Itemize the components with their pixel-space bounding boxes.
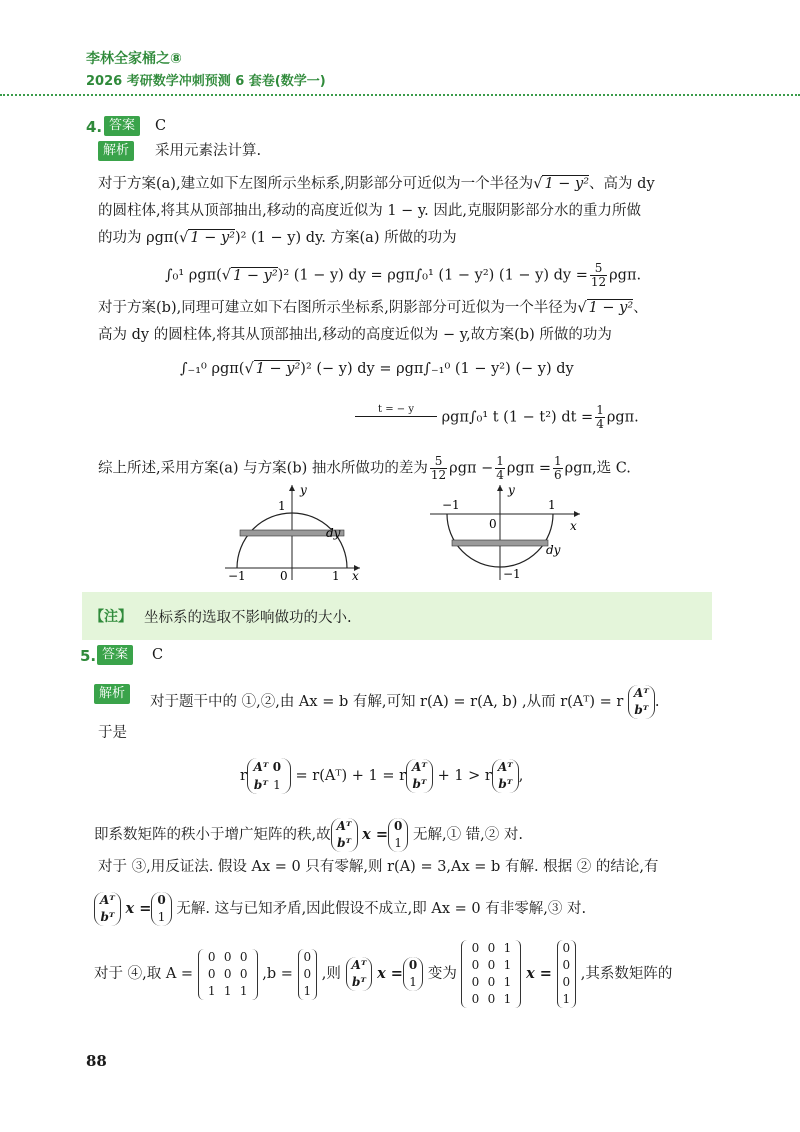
q5-answer-badge: 答案 — [97, 645, 133, 665]
row — [204, 983, 252, 1000]
q4-answer-badge: 答案 — [104, 116, 140, 136]
mat — [406, 759, 433, 793]
q4-analysis-badge: 解析 — [98, 141, 134, 161]
q5-number: 5. — [80, 647, 97, 665]
right-label: 1 — [548, 498, 556, 512]
mat — [628, 685, 655, 719]
vector-b — [298, 949, 318, 1000]
sqrt: 1 − y² — [190, 230, 235, 246]
q5-text-line: 于是 — [98, 725, 127, 741]
vector-rhs — [557, 940, 577, 1008]
text-span: 对于 ④,取 A = — [94, 966, 194, 982]
q5-answer: C — [152, 647, 164, 663]
text-span: 0 — [471, 941, 480, 955]
text-span: 0 — [562, 941, 571, 955]
q5-text-line — [94, 892, 586, 926]
text-span: 4 — [496, 468, 504, 482]
matrix-A — [198, 949, 258, 1000]
text-span: ,b = — [262, 966, 293, 982]
text-span: 综上所述,采用方案(a) 与方案(b) 抽水所做功的差为 — [98, 460, 428, 477]
text-span: 0 — [471, 958, 480, 972]
frac — [590, 262, 607, 289]
substitution-arrow: t = − y — [355, 404, 437, 417]
y-axis-arrow — [497, 485, 503, 491]
text-span: 1 — [239, 983, 248, 998]
q4-equation-a — [165, 262, 641, 289]
text-span: 1 — [409, 975, 417, 989]
text-span: 5 — [430, 455, 447, 469]
row — [204, 966, 252, 983]
origin-label: 0 — [489, 517, 497, 531]
text-span: 1 — [503, 941, 512, 955]
q5-analysis-badge: 解析 — [94, 684, 130, 704]
mat — [94, 892, 121, 926]
b: bᵀ — [337, 836, 352, 850]
b: x = — [362, 826, 388, 843]
frac — [595, 404, 605, 431]
q5-text-line: 对于 ③,用反证法. 假设 Ax = 0 只有零解,则 r(A) = 3,Ax = b 有解. 根据 ② 的结论,有 — [98, 859, 659, 875]
text-span: 0 — [487, 941, 496, 955]
q5-text-line — [94, 818, 523, 852]
sqrt: 1 − y² — [233, 267, 278, 284]
text-span: ρgπ,选 C. — [564, 460, 631, 477]
x-label: x — [352, 569, 359, 583]
figure-left — [220, 480, 365, 585]
text-span: 0 — [303, 949, 312, 964]
text-span: r — [240, 768, 247, 784]
frac — [553, 455, 563, 482]
row — [253, 776, 285, 794]
mat — [247, 758, 291, 794]
text-span: 无解,① 错,② 对. — [412, 827, 524, 843]
q4-text-line — [98, 229, 457, 247]
text-span: 5 — [590, 262, 607, 276]
text-span: 对于题干中的 ①,②,由 Ax = b 有解,可知 r(A) = r(A, b) ,从而 r(Aᵀ) = r — [150, 694, 624, 710]
text-span: 0 — [207, 949, 216, 964]
mat — [492, 759, 519, 793]
sqrt: 1 − y² — [544, 176, 590, 192]
text-span: 12 — [590, 275, 607, 289]
origin-label: 0 — [280, 569, 288, 583]
text-span: 的功为 ρgπ( — [98, 230, 180, 246]
b: bᵀ — [100, 910, 115, 924]
text-span: 1 — [394, 836, 402, 850]
text-span: 0 — [471, 992, 480, 1006]
b: Aᵀ — [253, 760, 269, 774]
text-span: 0 — [487, 975, 496, 989]
text-span: 1 — [562, 992, 571, 1006]
text-span: 1 — [503, 975, 512, 989]
text-span: 0 — [239, 966, 248, 981]
text-span: 对于方案(a),建立如下左图所示坐标系,阴影部分可近似为一个半径为 — [98, 176, 534, 192]
text-span: 0 — [487, 992, 496, 1006]
text-span: 即系数矩阵的秩小于增广矩阵的秩,故 — [94, 827, 331, 843]
left-label: −1 — [228, 569, 246, 583]
text-span: ρgπ − — [449, 460, 494, 477]
q4-number: 4. — [86, 118, 103, 136]
text-span: 0 — [408, 958, 418, 972]
right-label: 1 — [332, 569, 340, 583]
text-span: 0 — [394, 819, 403, 833]
text-span: 、 — [633, 300, 648, 316]
mat — [403, 957, 423, 991]
text-span: ,其系数矩阵的 — [580, 966, 673, 982]
matrix-big — [461, 940, 521, 1008]
q4-analysis-intro: 采用元素法计算. — [155, 143, 262, 159]
bottom-label: −1 — [503, 567, 521, 581]
text-span: )² (− y) dy = ρgπ∫₋₁⁰ (1 − y²) (− y) dy — [300, 361, 574, 377]
header-divider — [0, 94, 800, 96]
text-span: 0 — [303, 966, 312, 981]
shaded-slice — [452, 540, 548, 546]
row — [467, 991, 515, 1008]
q4-text-line — [98, 175, 655, 193]
text-span: ρgπ. — [609, 267, 642, 284]
b: Aᵀ — [497, 760, 513, 774]
b: bᵀ — [351, 975, 366, 989]
y-axis-arrow — [289, 485, 295, 491]
mat — [346, 957, 373, 991]
row — [204, 949, 252, 966]
x-label: x — [570, 519, 577, 533]
text-span: 12 — [430, 468, 447, 482]
q5-equation — [240, 758, 523, 794]
text-span: ∫₋₁⁰ ρgπ( — [180, 361, 245, 377]
text-span: 1 — [596, 403, 604, 417]
b: x = — [377, 965, 403, 982]
q5-matrix-line — [94, 940, 672, 1040]
dy-label: dy — [326, 526, 341, 540]
row — [253, 758, 285, 776]
sqrt: 1 − y² — [255, 361, 301, 377]
text-span: ρgπ∫₀¹ t (1 − t²) dt = — [441, 409, 594, 426]
m: √ 1 − y² — [179, 230, 235, 246]
text-span: 1 — [503, 958, 512, 972]
text-span: 无解. 这与已知矛盾,因此假设不成立,即 Ax = 0 有非零解,③ 对. — [176, 901, 587, 917]
text-span: )² (1 − y) dy = ρgπ∫₀¹ (1 − y²) (1 − y) dy = — [277, 267, 588, 284]
text-span: 、高为 dy — [589, 176, 655, 192]
text-span: ρgπ. — [606, 409, 639, 426]
b: bᵀ — [634, 703, 649, 717]
m: √ 1 − y² — [221, 267, 278, 284]
note-label: 【注】 — [90, 609, 132, 625]
m: √ 1 − y² — [533, 176, 590, 192]
b: bᵀ — [412, 777, 427, 791]
b: Aᵀ — [100, 893, 115, 907]
row — [467, 940, 515, 957]
q4-conclusion — [98, 455, 631, 482]
text-span: 对于方案(b),同理可建立如下右图所示坐标系,阴影部分可近似为一个半径为 — [98, 300, 578, 316]
text-span: 变为 — [427, 966, 457, 982]
mat — [151, 892, 171, 926]
text-span: 0 — [272, 760, 282, 774]
text-span: 6 — [554, 468, 562, 482]
frac — [495, 455, 505, 482]
text-span: 0 — [157, 893, 166, 907]
text-span: 4 — [596, 417, 604, 431]
mat — [331, 818, 358, 852]
header-book-title: 2026 考研数学冲刺预测 6 套卷(数学一) — [86, 74, 326, 89]
text-span: 0 — [239, 949, 248, 964]
text-span: )² (1 − y) dy. 方案(a) 所做的功为 — [234, 230, 457, 246]
text-span: = r(Aᵀ) + 1 = r — [295, 768, 407, 784]
text-span: 1 — [207, 983, 216, 998]
x-axis-arrow — [574, 511, 580, 517]
row — [467, 957, 515, 974]
text-span: 0 — [487, 958, 496, 972]
q4-answer: C — [155, 118, 167, 134]
q4-text-line — [98, 299, 648, 317]
b: bᵀ — [253, 778, 268, 792]
q4-text-line: 的圆柱体,将其从顶部抽出,移动的高度近似为 1 − y. 因此,克服阴影部分水的重力所做 — [98, 203, 642, 219]
sqrt: 1 − y² — [588, 300, 634, 316]
b: x = — [125, 900, 152, 917]
text-span: 0 — [223, 966, 232, 981]
text-span: 0 — [562, 975, 571, 989]
q4-equation-b — [180, 360, 574, 378]
text-span: 1 — [273, 778, 281, 792]
y-label: y — [300, 483, 307, 497]
text-span: 0 — [223, 949, 232, 964]
mat — [388, 818, 408, 852]
top-label: 1 — [278, 499, 286, 513]
row — [467, 974, 515, 991]
text-span: + 1 > r — [437, 768, 492, 784]
page-number: 88 — [86, 1052, 107, 1070]
m: √ 1 − y² — [244, 361, 301, 377]
note-text: 坐标系的选取不影响做功的大小. — [144, 610, 352, 626]
note-box — [82, 592, 712, 640]
b: Aᵀ — [633, 686, 649, 700]
frac — [430, 455, 447, 482]
text-span: 0 — [471, 975, 480, 989]
y-label: y — [508, 483, 515, 497]
q5-text-line — [150, 685, 659, 719]
q4-equation-c — [355, 404, 639, 431]
text-span: , — [518, 768, 524, 784]
b: Aᵀ — [351, 958, 367, 972]
text-span: 1 — [503, 992, 512, 1006]
header-series-title: 李林全家桶之⑧ — [86, 51, 182, 67]
m: √ 1 − y² — [577, 300, 634, 316]
text-span: . — [654, 694, 660, 710]
text-span: 1 — [223, 983, 232, 998]
dy-label: dy — [546, 543, 561, 557]
b: bᵀ — [498, 777, 513, 791]
text-span: ,则 — [321, 966, 341, 982]
text-span: ∫₀¹ ρgπ( — [165, 267, 222, 284]
q4-text-line: 高为 dy 的圆柱体,将其从顶部抽出,移动的高度近似为 − y,故方案(b) 所做的功为 — [98, 327, 612, 343]
b: x = — [526, 965, 552, 982]
text-span: 1 — [157, 910, 166, 924]
text-span: 0 — [207, 966, 216, 981]
figure-right — [430, 480, 585, 585]
text-span: 0 — [562, 958, 571, 972]
text-span: 1 — [496, 454, 504, 468]
text-span: 1 — [554, 454, 562, 468]
left-label: −1 — [442, 498, 460, 512]
b: Aᵀ — [336, 819, 352, 833]
text-span: 1 — [303, 983, 312, 998]
text-span: ρgπ = — [506, 460, 552, 477]
b: Aᵀ — [412, 760, 427, 774]
